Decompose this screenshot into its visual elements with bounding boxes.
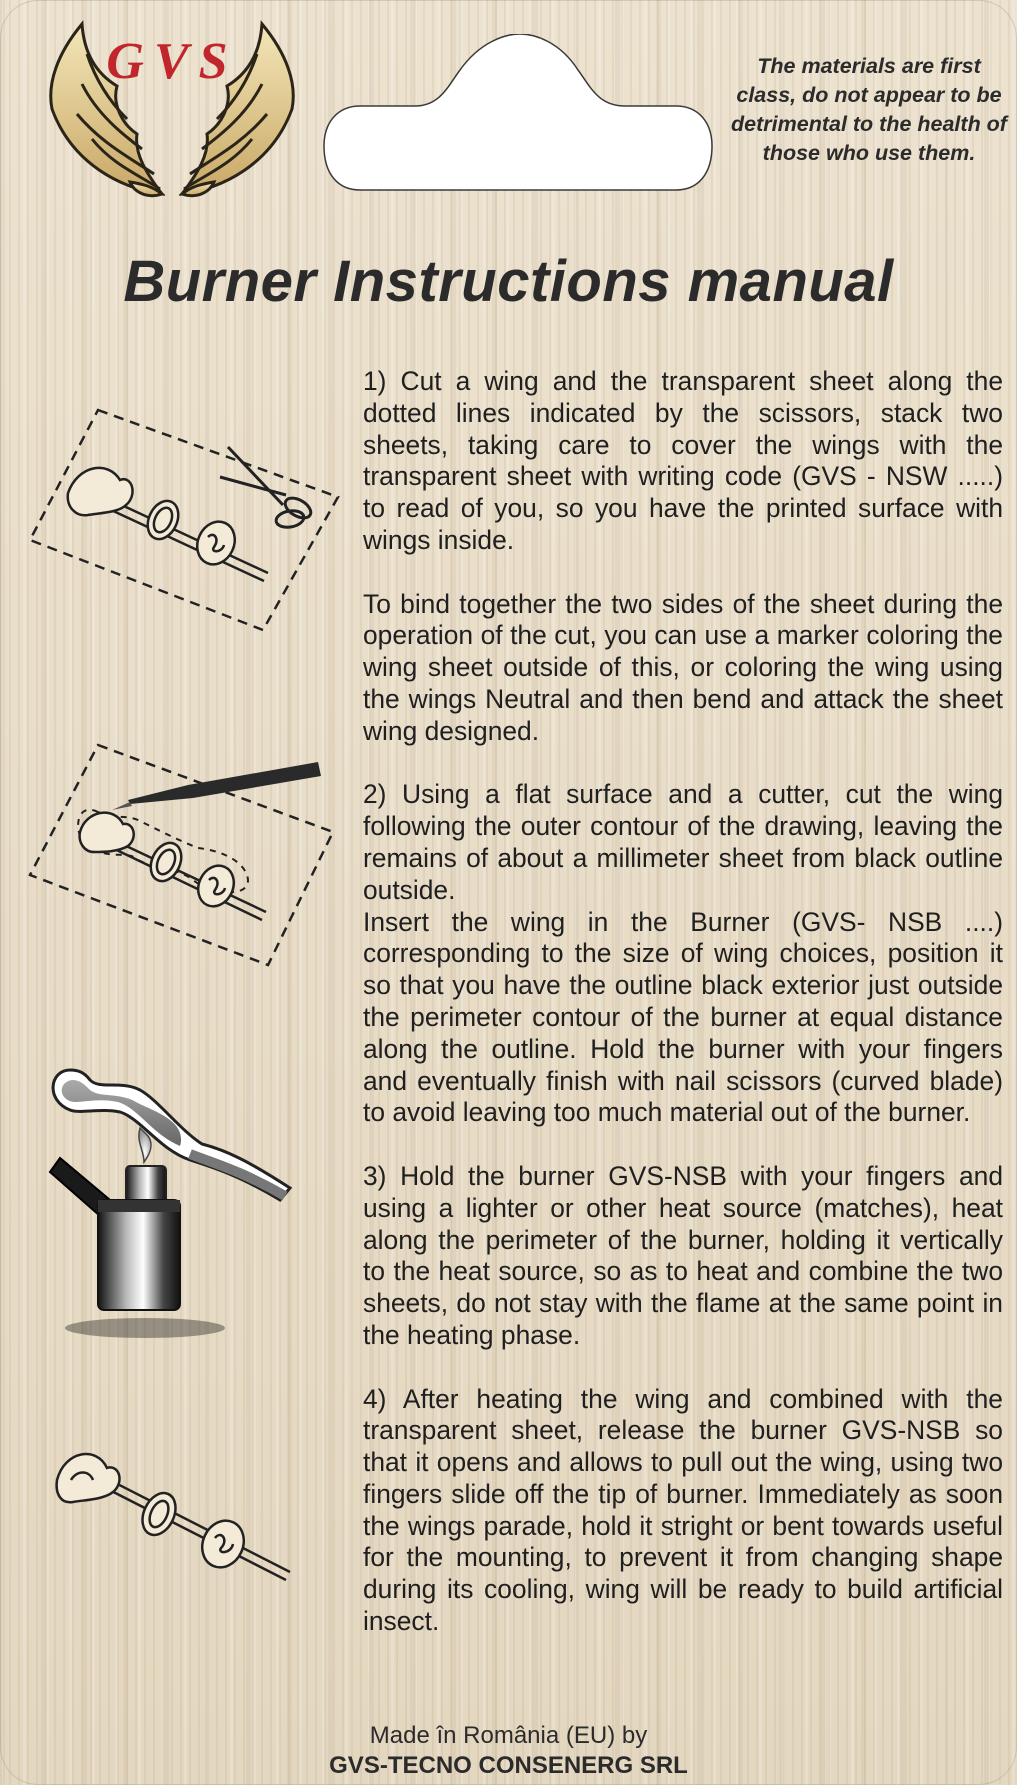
illustration-finished-wing xyxy=(55,1440,295,1590)
company-name: GVS-TECNO CONSENERG SRL xyxy=(329,1752,688,1779)
lighter-icon xyxy=(50,1128,180,1310)
illustration-cut-sheet xyxy=(28,405,348,635)
illustration-cutter xyxy=(28,740,348,970)
wing-icon xyxy=(68,468,268,581)
cutter-knife-icon xyxy=(112,762,321,810)
page-title: Burner Instructions manual xyxy=(123,249,894,314)
brand-logo xyxy=(42,14,302,214)
quality-note: The materials are first class, do not appear to be detrimental to the health of those who use them. xyxy=(731,54,1007,165)
instruction-steps xyxy=(363,366,1003,1670)
step-1-text: 1) Cut a wing and the transparent sheet along the dotted lines indicated by the scissors, stack two sheets, taking care to cover the wings with the transparent sheet with writing code (GVS - NSW .....) to read of you, so you have the printed surface with wings inside. xyxy=(363,366,1003,555)
wing-icon xyxy=(55,1440,295,1590)
logo-text: GVS xyxy=(106,33,238,90)
burner-tool-icon xyxy=(53,1070,290,1200)
hanger-hole-icon xyxy=(320,34,716,194)
step-3-text: 3) Hold the burner GVS-NSB with your fingers and using a lighter or other heat source (matches), heat along the perimeter of the burner, holding it vertically to the heat source, so as to heat and combine the two sheets, do not stay with the flame at the same point in the heating phase. xyxy=(363,1160,1003,1350)
step-1-note: To bind together the two sides of the sheet during the operation of the cut, you can use a marker coloring the wing sheet outside of this, or coloring the wing using the wings Neutral and then bend and attack the sheet wing designed. xyxy=(363,588,1003,746)
made-in-text: Made în România (EU) by xyxy=(369,1722,648,1749)
step-4-text: 4) After heating the wing and combined with the transparent sheet, release the burner GVS-NSB so that it opens and allows to pull out the wing, using two fingers slide off the tip of burner. Immediately as soon the wings parade, hold it stright or bent towards useful for the mounting, to prevent it from changing shape during its cooling, wing will be ready to build artificial insect. xyxy=(363,1383,1003,1637)
step-2-note: Insert the wing in the Burner (GVS- NSB ....) corresponding to the size of wing choices, position it so that you have the outline black exterior just outside the perimeter contour of the burner at equal distance along the outline. Hold the burner with your fingers and eventually finish with nail scissors (curved blade) to avoid leaving too much material out of the burner. xyxy=(363,906,1003,1128)
illustration-burner-lighter xyxy=(40,1050,330,1340)
step-2-text: 2) Using a flat surface and a cutter, cut the wing following the outer contour of the drawing, leaving the remains of about a millimeter sheet from black outline outside. xyxy=(363,779,1003,905)
